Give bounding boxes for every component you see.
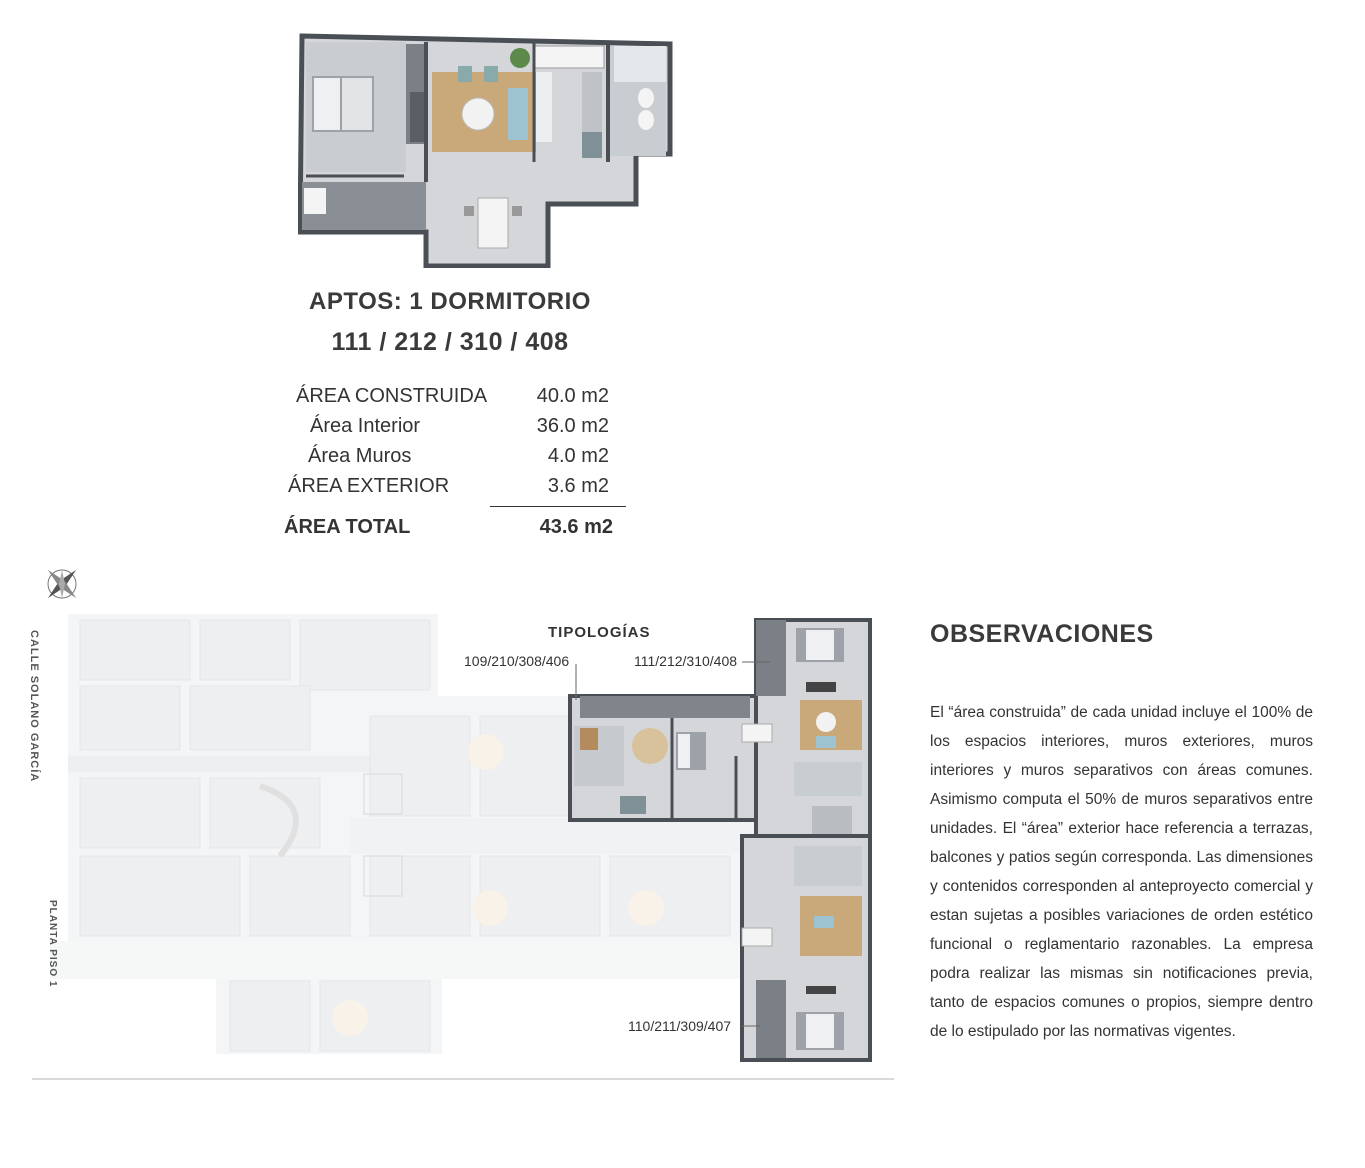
area-label: ÁREA EXTERIOR bbox=[288, 475, 450, 497]
typology-110-column bbox=[742, 836, 870, 1060]
area-label: ÁREA CONSTRUIDA bbox=[296, 385, 488, 407]
floor-label: PLANTA PISO 1 bbox=[47, 900, 58, 988]
unit-type-title: APTOS: 1 DORMITORIO bbox=[309, 288, 591, 315]
typologies-title: TIPOLOGÍAS bbox=[548, 624, 651, 641]
compass-icon bbox=[45, 567, 79, 601]
unit-floor-plan bbox=[298, 32, 674, 268]
typology-label: 110/211/309/407 bbox=[628, 1018, 732, 1034]
unit-numbers: 111 / 212 / 310 / 408 bbox=[331, 328, 569, 356]
area-value: 3.6 m2 bbox=[547, 475, 609, 497]
area-row bbox=[280, 385, 625, 415]
area-value: 36.0 m2 bbox=[536, 415, 609, 437]
area-row bbox=[280, 445, 625, 475]
street-label: CALLE SOLANO GARCÍA bbox=[28, 630, 40, 783]
area-value: 4.0 m2 bbox=[547, 445, 609, 467]
table-divider bbox=[490, 506, 626, 507]
typology-109-unit bbox=[570, 696, 756, 820]
observations-text: El “área construida” de cada unidad incluye el 100% de los espacios interiores, muros exteriores, muros interiores y muros separativos con áreas comunes. Asimismo computa el 50% de muros separativos entre unidades. El “área” exterior hace referencia a terrazas, balcones y patios según corresponda. Las dimensiones y contenidos corresponden al anteproyecto comercial y estan sujetas a posibles variaciones de orden estético funcional o reglamentario razonables. La empresa podra realizar las mismas sin notificaciones previa, tanto de espacios comunes o propios, siempre dentro de lo estipulado por las normativas vigentes. bbox=[930, 704, 1313, 1040]
area-row bbox=[280, 475, 625, 505]
area-total-row bbox=[280, 516, 625, 546]
building-floor-plan bbox=[30, 556, 900, 1084]
bottom-divider bbox=[32, 1078, 894, 1080]
area-value: 40.0 m2 bbox=[536, 385, 609, 407]
observations-title: OBSERVACIONES bbox=[930, 620, 1154, 648]
typology-label: 109/210/308/406 bbox=[464, 653, 570, 669]
area-label: Área Muros bbox=[308, 445, 412, 467]
typology-label: 111/212/310/408 bbox=[634, 653, 738, 669]
area-row bbox=[280, 415, 625, 445]
area-total-label: ÁREA TOTAL bbox=[284, 516, 411, 538]
typology-111-column bbox=[742, 620, 870, 840]
area-label: Área Interior bbox=[310, 415, 421, 437]
area-total-value: 43.6 m2 bbox=[539, 516, 613, 538]
